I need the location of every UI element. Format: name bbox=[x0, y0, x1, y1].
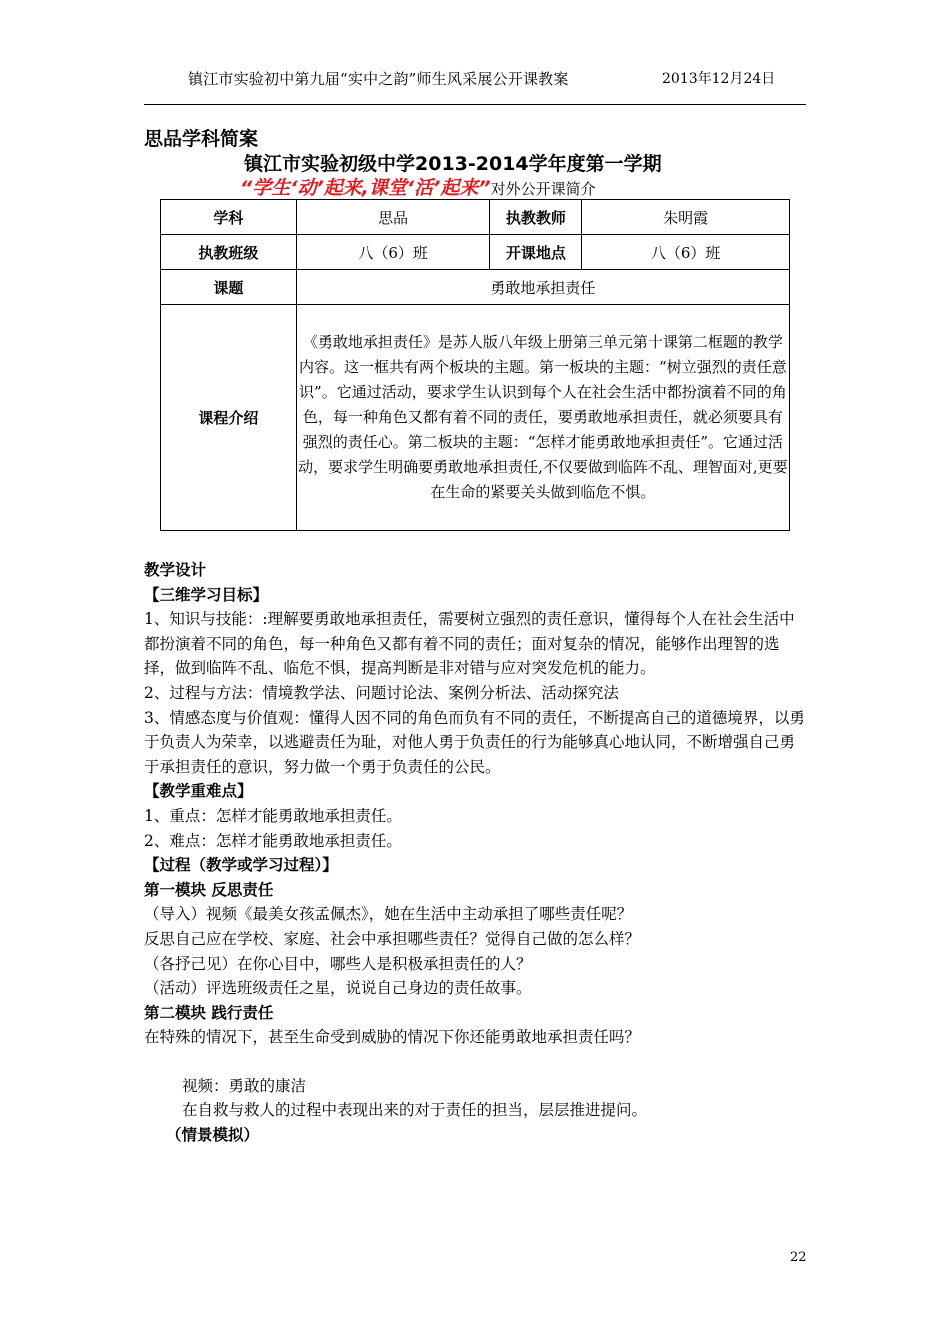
header-rule bbox=[144, 104, 806, 105]
class-label: 执教班级 bbox=[161, 235, 297, 270]
goal-process: 2、过程与方法：情境教学法、问题讨论法、案例分析法、活动探究法 bbox=[144, 683, 619, 702]
table-row bbox=[161, 305, 790, 531]
module2-line: 在特殊的情况下，甚至生命受到威胁的情况下你还能勇敢地承担责任吗？ bbox=[144, 1028, 641, 1047]
module2-line: 在自救与救人的过程中表现出来的对于责任的担当，层层推进提问。 bbox=[182, 1101, 648, 1120]
topic-label: 课题 bbox=[161, 270, 297, 305]
key-point: 1、重点：怎样才能勇敢地承担责任。 bbox=[144, 806, 402, 825]
table-row bbox=[161, 235, 790, 270]
module1-line: 反思自己应在学校、家庭、社会中承担哪些责任？觉得自己做的怎么样？ bbox=[144, 929, 641, 948]
slogan-suffix: 对外公开课简介 bbox=[490, 180, 596, 198]
table-row bbox=[161, 200, 790, 235]
location-label: 开课地点 bbox=[490, 235, 582, 270]
teaching-design-section bbox=[144, 558, 808, 1148]
module1-line: （活动）评选班级责任之星，说说自己身边的责任故事。 bbox=[144, 979, 532, 998]
keypoints-heading: 【教学重难点】 bbox=[144, 782, 253, 801]
scenario-heading: （情景模拟） bbox=[166, 1126, 260, 1145]
class-value: 八（6）班 bbox=[296, 235, 490, 270]
module1-heading: 第一模块 反思责任 bbox=[144, 880, 274, 899]
subject-title: 思品学科简案 bbox=[144, 128, 259, 150]
module2-video: 视频：勇敢的康洁 bbox=[182, 1076, 307, 1095]
topic-value: 勇敢地承担责任 bbox=[296, 270, 789, 305]
page-number: 22 bbox=[790, 1250, 807, 1265]
process-heading: 【过程（教学或学习过程）】 bbox=[144, 856, 338, 875]
course-info-table bbox=[160, 199, 790, 531]
slogan-line bbox=[240, 173, 596, 200]
difficult-point: 2、难点：怎样才能勇敢地承担责任。 bbox=[144, 831, 402, 850]
subject-value: 思品 bbox=[296, 200, 490, 235]
school-title: 镇江市实验初级中学2013-2014学年度第一学期 bbox=[244, 153, 662, 175]
module1-line: （导入）视频《最美女孩孟佩杰》，她在生活中主动承担了哪些责任呢？ bbox=[144, 905, 633, 924]
running-header-date: 2013年12月24日 bbox=[662, 71, 776, 87]
subject-label: 学科 bbox=[161, 200, 297, 235]
teacher-label: 执教教师 bbox=[490, 200, 582, 235]
table-row bbox=[161, 270, 790, 305]
module1-line: （各抒己见）在你心目中，哪些人是积极承担责任的人？ bbox=[144, 954, 532, 973]
location-value: 八（6）班 bbox=[582, 235, 790, 270]
intro-label: 课程介绍 bbox=[161, 305, 297, 531]
goal-knowledge: 1、知识与技能：:理解要勇敢地承担责任，需要树立强烈的责任意识，懂得每个人在社会生活中都扮演着不同的角色，每一种角色又都有着不同的责任；面对复杂的情况，能够作出理智的选择，做到临阵不乱、临危不惧，提高判断是非对错与应对突发危机的能力。 bbox=[144, 610, 795, 678]
blank-line bbox=[144, 1050, 808, 1074]
teacher-value: 朱明霞 bbox=[582, 200, 790, 235]
slogan-text: “学生‘动’起来,课堂‘活’起来” bbox=[240, 177, 491, 199]
design-heading: 教学设计 bbox=[144, 561, 207, 579]
running-header-title: 镇江市实验初中第九届“实中之韵”师生风采展公开课教案 bbox=[188, 70, 569, 88]
module2-heading: 第二模块 践行责任 bbox=[144, 1003, 274, 1022]
intro-value: 《勇敢地承担责任》是苏人版八年级上册第三单元第十课第二框题的教学内容。这一框共有两个板块的主题。第一板块的主题：“树立强烈的责任意识”。它通过活动，要求学生认识到每个人在社会生活中都扮演着不同的角色，每一种角色又都有着不同的责任，要勇敢地承担责任，就必须要具有强烈的责任心。第二板块的主题：“怎样才能勇敢地承担责任”。它通过活动，要求学生明确要勇敢地承担责任,不仅要做到临阵不乱、理智面对,更要在生命的紧要关头做到临危不惧。 bbox=[296, 305, 789, 531]
goal-values: 3、情感态度与价值观：懂得人因不同的角色而负有不同的责任，不断提高自己的道德境界，以勇于负责人为荣幸，以逃避责任为耻，对他人勇于负责任的行为能够真心地认同，不断增强自己勇于承担责任的意识，努力做一个勇于负责任的公民。 bbox=[144, 708, 805, 776]
goals-heading: 【三维学习目标】 bbox=[144, 585, 269, 604]
